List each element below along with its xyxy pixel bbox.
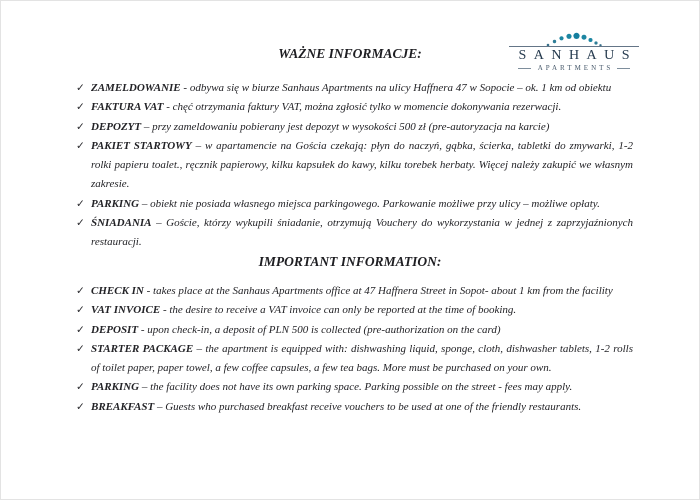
check-icon: ✓ (76, 401, 85, 413)
item-text: – Guests who purchased breakfast receive vouchers to be used at one of the friendly restaurants. (156, 400, 582, 413)
check-icon: ✓ (76, 121, 85, 133)
check-icon: ✓ (76, 305, 85, 317)
item-text: – Goście, którzy wykupili śniadanie, otrzymują Vouchery do wykorzystania w jednej z zaprzyjaźnionych restauracji. (91, 217, 634, 249)
check-icon: ✓ (76, 102, 85, 114)
item-text: – the apartment is equipped with: dishwashing liquid, sponge, cloth, dishwasher tablets, 1-2 rolls of toilet paper, paper towel, a few coffee capsules, a few tea bags. More must be purchased on your own. (91, 342, 634, 375)
item-text: - upon check-in, a deposit of PLN 500 is collected (pre-authorization on the card) (140, 323, 501, 336)
check-icon: ✓ (76, 140, 85, 152)
check-icon: ✓ (76, 324, 85, 336)
item-term: FAKTURA VAT (91, 101, 164, 114)
title-english: IMPORTANT INFORMATION: (258, 254, 442, 269)
item-text: - takes place at the Sanhaus Apartments office at 47 Haffnera Street in Sopot- about 1 km from the facility (146, 285, 613, 297)
item-term: DEPOZYT (91, 120, 142, 133)
logo-left-rule (518, 68, 531, 69)
item-term: STARTER PACKAGE (91, 342, 194, 355)
list-item (76, 195, 633, 214)
check-icon: ✓ (76, 286, 85, 297)
check-icon: ✓ (76, 382, 85, 394)
sanhaus-logo (509, 32, 639, 72)
list-item (76, 98, 633, 117)
item-text: – the facility does not have its own parking space. Parking possible on the street - fees may apply. (141, 381, 573, 394)
list-item (76, 301, 633, 320)
item-term: ZAMELDOWANIE (91, 82, 181, 94)
logo-subtitle-row (518, 64, 631, 72)
item-text: - odbywa się w biurze Sanhaus Apartments na ulicy Haffnera 47 w Sopocie – ok. 1 km od obiektu (183, 82, 612, 94)
list-item (76, 137, 633, 195)
list-english (76, 282, 633, 417)
item-term: DEPOSIT (91, 323, 139, 336)
list-polish (76, 79, 633, 253)
list-item (76, 282, 633, 301)
title-polish: WAŻNE INFORMACJE: (278, 46, 422, 61)
check-icon: ✓ (76, 83, 85, 94)
item-text: - the desire to receive a VAT invoice can only be reported at the time of booking. (162, 304, 517, 317)
list-item (76, 321, 633, 340)
item-text: - chęć otrzymania faktury VAT, można zgłosić tylko w momencie dokonywania rezerwacji. (166, 101, 562, 114)
item-term: PARKING (91, 381, 140, 394)
item-term: ŚNIADANIA (91, 217, 152, 230)
item-term: PAKIET STARTOWY (91, 139, 192, 152)
check-icon: ✓ (76, 343, 85, 355)
item-text: – w apartamencie na Gościa czekają: płyn do naczyń, gąbka, ścierka, tabletki do zmywarki, 1-2 rolki papieru toalet., ręcznik papierowy, kilku kapsułek do kawy, kilku torebek herbaty. Więcej należy zakupić we własnym zakresie. (91, 139, 633, 191)
item-text: – obiekt nie posiada własnego miejsca parkingowego. Parkowanie możliwe przy ulicy – możliwe opłaty. (141, 197, 600, 210)
list-item (76, 79, 633, 98)
list-item (76, 118, 633, 137)
check-icon: ✓ (76, 198, 85, 210)
list-item (76, 398, 633, 417)
item-text: – przy zameldowaniu pobierany jest depozyt w wysokości 500 zł (pre-autoryzacja na karcie) (143, 120, 550, 133)
list-item (76, 378, 633, 397)
item-term: CHECK IN (91, 285, 144, 297)
item-term: PARKING (91, 197, 140, 210)
check-icon: ✓ (76, 218, 85, 230)
list-item (76, 340, 633, 379)
logo-wordmark: SANHAUS (509, 46, 639, 64)
logo-right-rule (617, 68, 630, 69)
list-item (76, 214, 633, 253)
item-term: VAT INVOICE (91, 304, 161, 317)
item-term: BREAKFAST (91, 400, 155, 413)
logo-subtitle: APARTMENTS (537, 64, 614, 72)
